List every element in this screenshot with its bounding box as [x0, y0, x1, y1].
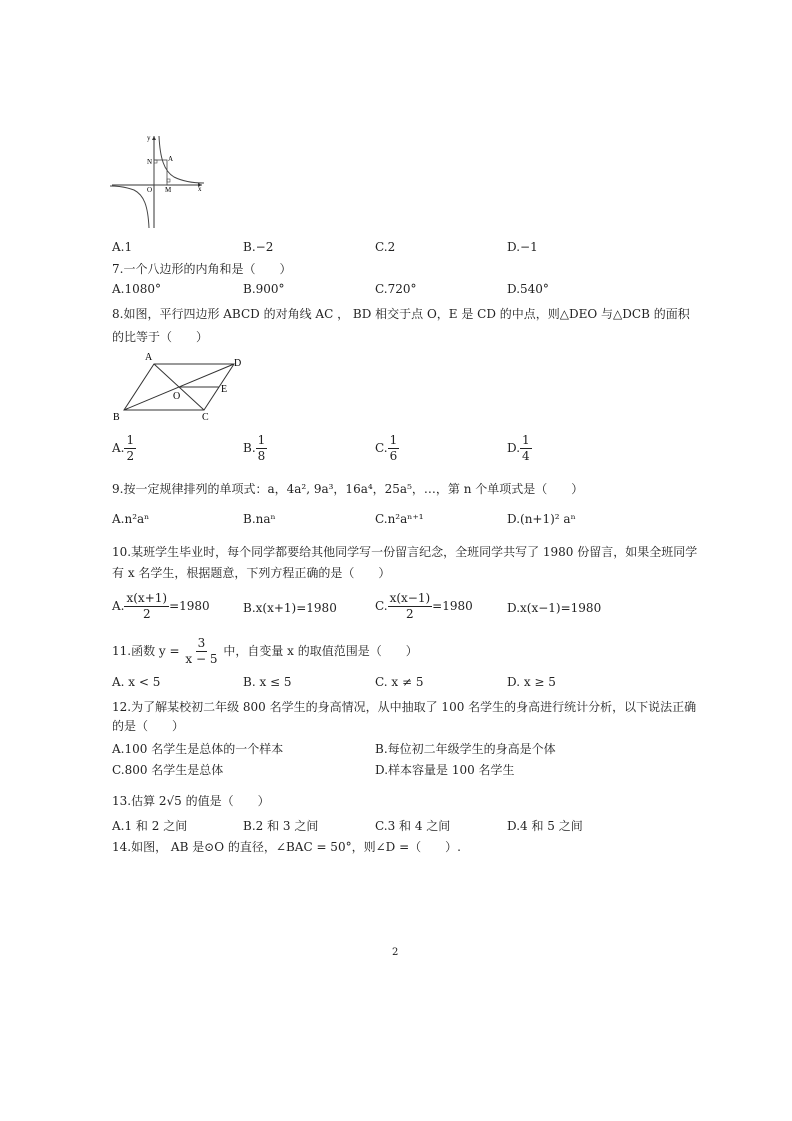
q10-option-d[interactable]: [507, 601, 601, 615]
numerator: 3: [197, 636, 206, 650]
q12-option-c[interactable]: C.800 名学生是总体: [112, 763, 224, 777]
q11-option-b[interactable]: B. x ≤ 5: [243, 675, 292, 689]
q10-option-d-equation: x(x−1)=1980: [520, 601, 602, 615]
q6-option-b[interactable]: B.−2: [243, 240, 274, 254]
q10-option-b-equation: x(x+1)=1980: [255, 601, 337, 615]
q10-option-c[interactable]: [375, 591, 473, 622]
y-axis-arrow: [152, 136, 156, 140]
label-a: A: [145, 352, 153, 363]
q10-option-a-rhs: =1980: [169, 599, 210, 613]
q11-options: [112, 675, 712, 693]
q13-options: [112, 817, 712, 835]
q12-option-d[interactable]: D.样本容量是 100 名学生: [375, 763, 515, 777]
q11-option-a[interactable]: A. x < 5: [112, 675, 161, 689]
q8-stem-line-1: 8.如图，平行四边形 ABCD 的对角线 AC ， BD 相交于点 O，E 是 CD 的中点，则△DEO 与△DCB 的面积: [112, 307, 690, 321]
q10-options: [112, 591, 712, 627]
numerator: 1: [389, 433, 398, 447]
q7-option-d[interactable]: D.540°: [507, 282, 549, 296]
label-y: y: [147, 134, 151, 142]
q11-fraction: [183, 636, 219, 667]
label-m: M: [165, 186, 172, 194]
q8-option-a-prefix: A.: [112, 441, 125, 455]
parallelogram-figure: [110, 348, 250, 424]
q12-option-a[interactable]: A.100 名学生是总体的一个样本: [112, 742, 284, 756]
q11-stem-suffix: 中，自变量 x 的取值范围是（ ）: [223, 644, 418, 658]
q8-options: [112, 433, 712, 469]
page-number: 2: [392, 947, 399, 958]
q10-option-c-prefix: C.: [375, 599, 388, 613]
q8-option-b[interactable]: [243, 433, 267, 464]
q11-stem-prefix: 11.函数 y =: [112, 644, 180, 658]
q8-option-b-prefix: B.: [243, 441, 256, 455]
q7-option-c[interactable]: C.720°: [375, 282, 417, 296]
label-o: O: [173, 391, 181, 402]
q6-option-c[interactable]: C.2: [375, 240, 396, 254]
q8-option-a[interactable]: [112, 433, 136, 464]
right-angle-mark-m: [167, 179, 170, 182]
label-a: A: [168, 155, 174, 163]
numerator: 1: [126, 433, 135, 447]
label-x: x: [198, 185, 202, 193]
q8-option-c-prefix: C.: [375, 441, 388, 455]
q13-option-a[interactable]: A.1 和 2 之间: [112, 819, 188, 833]
label-n: N: [147, 158, 153, 166]
q9-options: [112, 512, 712, 530]
q11-option-d[interactable]: D. x ≥ 5: [507, 675, 556, 689]
q10-stem-line-2: 有 x 名学生，根据题意，下列方程正确的是（ ）: [112, 566, 391, 580]
denominator: 4: [522, 449, 530, 463]
q9-option-a[interactable]: A.n²aⁿ: [112, 512, 150, 526]
hyperbola-branch-1: [159, 136, 204, 183]
denominator: 2: [126, 449, 135, 463]
q6-option-d[interactable]: D.−1: [507, 240, 538, 254]
q9-option-b[interactable]: B.naⁿ: [243, 512, 276, 526]
denominator: 2: [406, 607, 414, 621]
label-o: O: [147, 186, 153, 194]
numerator: 1: [257, 433, 266, 447]
q10-option-c-fraction: [388, 591, 433, 622]
label-d: D: [234, 358, 242, 369]
q8-option-d-prefix: D.: [507, 441, 521, 455]
q10-option-a-prefix: A.: [112, 599, 125, 613]
label-b: B: [113, 412, 120, 423]
q11-stem: [112, 636, 418, 667]
q12-stem-line-1: 12.为了解某校初二年级 800 名学生的身高情况，从中抽取了 100 名学生的身高进行统计分析，以下说法正确: [112, 700, 697, 714]
q8-option-c-fraction: [388, 433, 400, 464]
label-e: E: [221, 384, 228, 395]
q10-option-c-rhs: =1980: [432, 599, 473, 613]
denominator: 6: [389, 449, 398, 463]
q11-option-c[interactable]: C. x ≠ 5: [375, 675, 424, 689]
q10-option-b[interactable]: [243, 601, 337, 615]
q7-stem: 7.一个八边形的内角和是（ ）: [112, 262, 292, 276]
q7-option-b[interactable]: B.900°: [243, 282, 285, 296]
numerator: x(x−1): [389, 591, 431, 605]
hyperbola-figure: [110, 133, 205, 229]
q8-option-b-fraction: [256, 433, 268, 464]
q8-option-c[interactable]: [375, 433, 399, 464]
q10-option-a-fraction: [124, 591, 169, 622]
q8-option-a-fraction: [124, 433, 136, 464]
q10-option-a[interactable]: [112, 591, 210, 622]
q12-options-row-1: [112, 740, 712, 758]
q12-stem-line-2: 的是（ ）: [112, 719, 185, 733]
q10-option-b-prefix: B.: [243, 601, 256, 615]
q9-option-d[interactable]: D.(n+1)² aⁿ: [507, 512, 576, 526]
q7-option-a[interactable]: A.1080°: [112, 282, 162, 296]
q12-options-row-2: [112, 761, 712, 779]
q8-stem-line-2: 的比等于（ ）: [112, 330, 209, 344]
q13-option-d[interactable]: D.4 和 5 之间: [507, 819, 583, 833]
label-c: C: [202, 412, 209, 423]
q8-option-d[interactable]: [507, 433, 532, 464]
q6-option-a[interactable]: A.1: [112, 240, 133, 254]
numerator: x(x+1): [126, 591, 168, 605]
hyperbola-branch-2: [110, 186, 149, 228]
denominator: 2: [142, 607, 151, 621]
q13-option-b[interactable]: B.2 和 3 之间: [243, 819, 319, 833]
rectangle-onma: [154, 160, 167, 185]
q10-stem-line-1: 10.某班学生毕业时，每个同学都要给其他同学写一份留言纪念，全班同学共写了 1980 份留言，如果全班同学: [112, 545, 698, 559]
q9-option-c[interactable]: C.n²aⁿ⁺¹: [375, 512, 424, 526]
q8-option-d-fraction: [520, 433, 532, 464]
q9-stem: 9.按一定规律排列的单项式：a，4a², 9a³，16a⁴，25a⁵，…，第 n 个单项式是（ ）: [112, 482, 584, 496]
numerator: 1: [522, 433, 530, 447]
q13-stem: 13.估算 2√5 的值是（ ）: [112, 794, 270, 808]
q13-option-c[interactable]: C.3 和 4 之间: [375, 819, 451, 833]
q6-options: [112, 240, 712, 258]
denominator: 8: [257, 449, 266, 463]
q14-stem: 14.如图， AB 是⊙O 的直径，∠BAC = 50°，则∠D =（ ）.: [112, 840, 461, 854]
q10-option-d-prefix: D.: [507, 601, 521, 615]
denominator: x − 5: [185, 652, 218, 666]
q7-options: [112, 282, 712, 300]
q12-option-b[interactable]: B.每位初二年级学生的身高是个体: [375, 742, 556, 756]
